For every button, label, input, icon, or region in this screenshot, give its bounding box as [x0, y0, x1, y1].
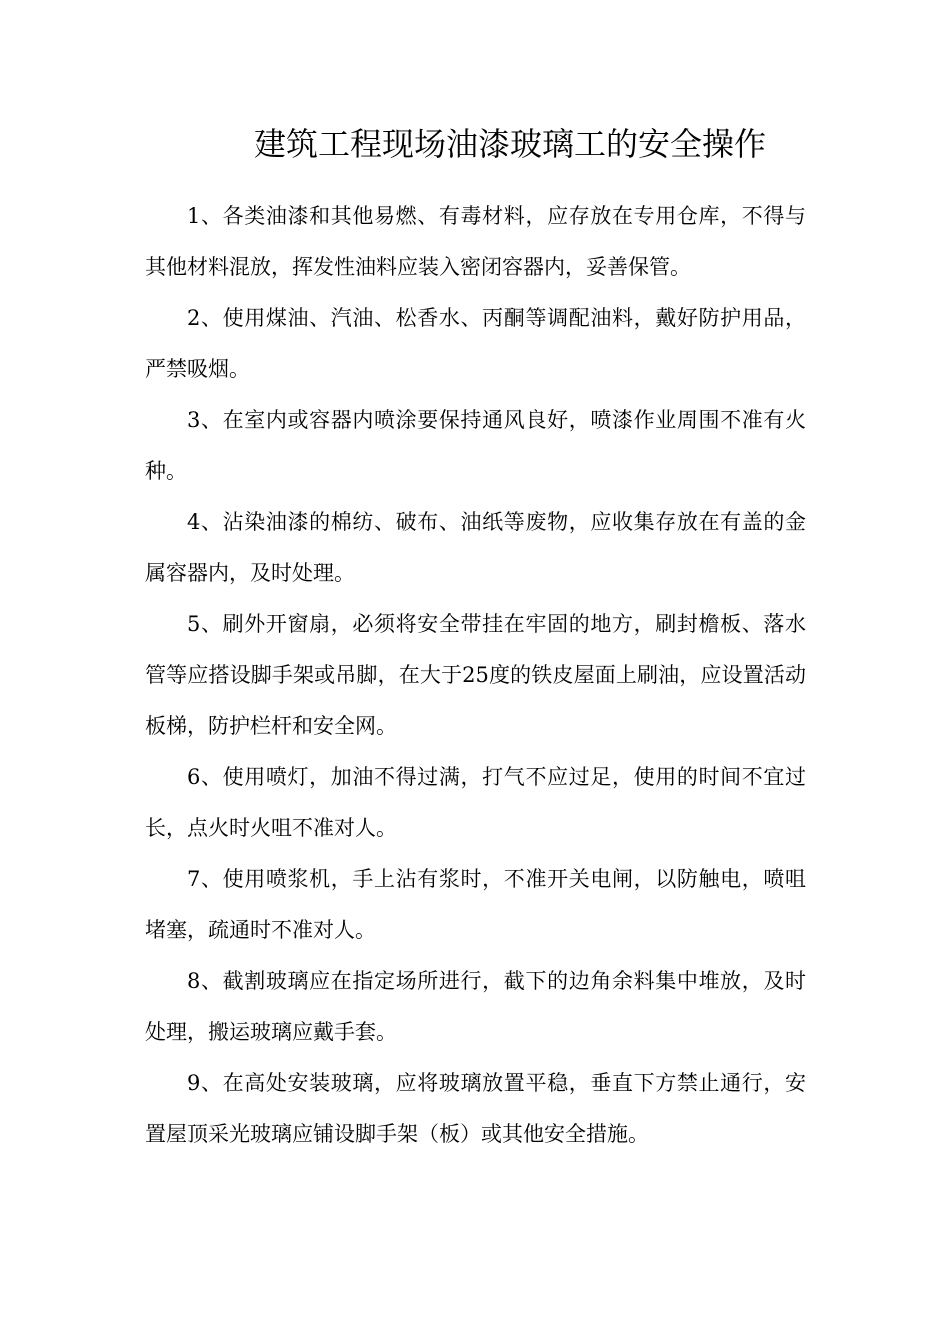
document-title: 建筑工程现场油漆玻璃工的安全操作 — [253, 125, 766, 163]
document-body — [145, 191, 806, 1160]
safety-rule-item: 5、刷外开窗扇，必须将安全带挂在牢固的地方，刷封檐板、落水管等应搭设脚手架或吊脚，在大于25度的铁皮屋面上刷油，应设置活动板梯，防护栏杆和安全网。 — [145, 612, 806, 738]
safety-rule-item: 9、在高处安装玻璃，应将玻璃放置平稳，垂直下方禁止通行，安置屋顶采光玻璃应铺设脚手架（板）或其他安全措施。 — [145, 1071, 806, 1146]
safety-rule-item: 6、使用喷灯，加油不得过满，打气不应过足，使用的时间不宜过长，点火时火咀不准对人。 — [145, 765, 806, 840]
safety-rule-item: 4、沾染油漆的棉纺、破布、油纸等废物，应收集存放在有盖的金属容器内，及时处理。 — [145, 510, 806, 585]
safety-rule-item: 1、各类油漆和其他易燃、有毒材料，应存放在专用仓库，不得与其他材料混放，挥发性油料应装入密闭容器内，妥善保管。 — [145, 204, 806, 279]
safety-rule-item: 7、使用喷浆机，手上沾有浆时，不准开关电闸，以防触电，喷咀堵塞，疏通时不准对人。 — [145, 867, 806, 942]
safety-rule-item: 8、截割玻璃应在指定场所进行，截下的边角余料集中堆放，及时处理，搬运玻璃应戴手套。 — [145, 969, 806, 1044]
safety-rule-item: 2、使用煤油、汽油、松香水、丙酮等调配油料，戴好防护用品，严禁吸烟。 — [145, 306, 806, 381]
safety-rule-item: 3、在室内或容器内喷涂要保持通风良好，喷漆作业周围不准有火种。 — [145, 408, 806, 483]
